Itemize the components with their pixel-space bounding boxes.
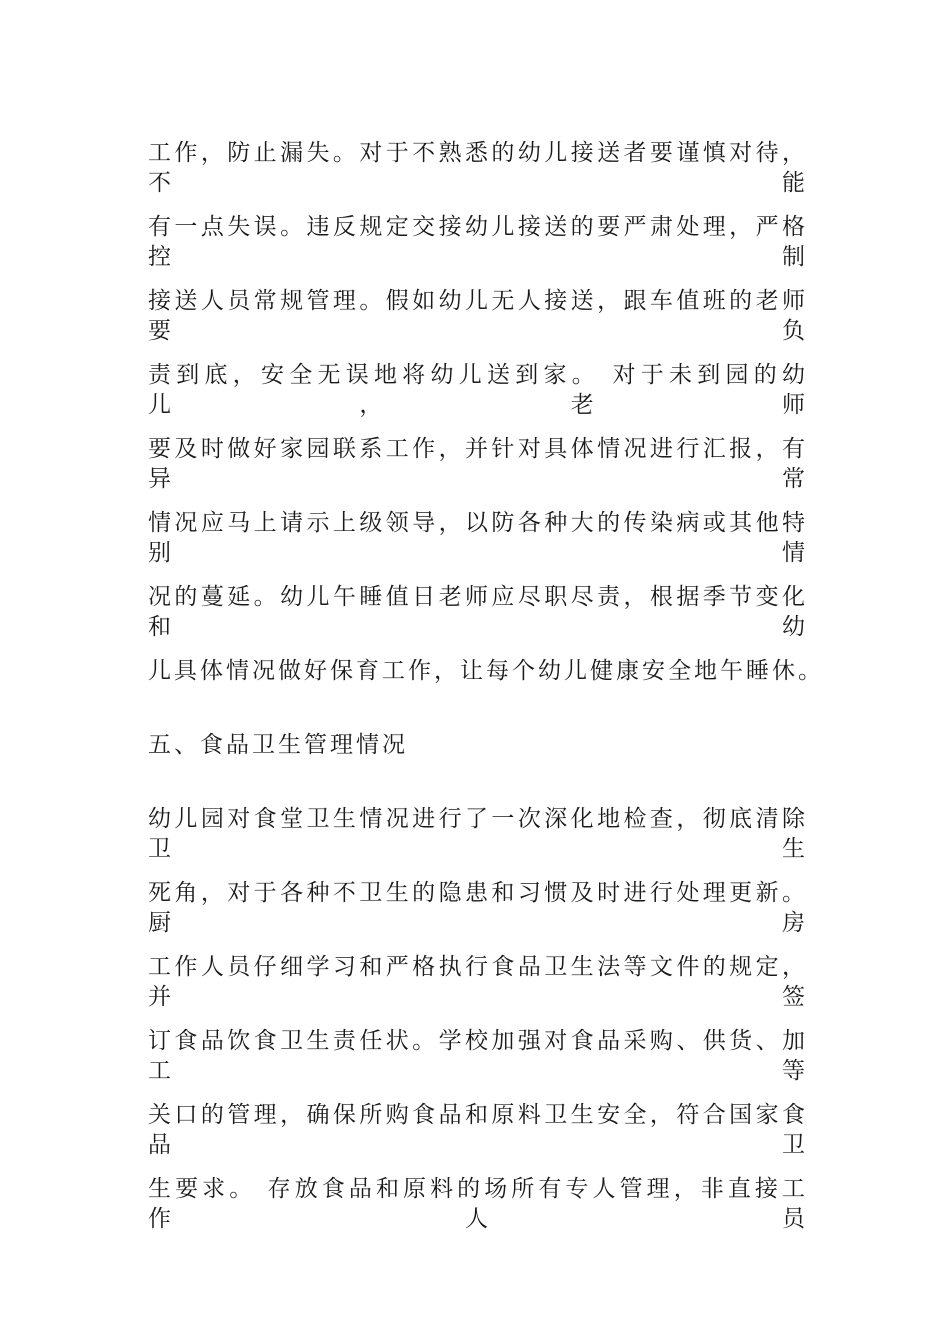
body-text-line: 工作，防止漏失。对于不熟悉的幼儿接送者要谨慎对待，不能 <box>148 140 808 196</box>
body-text-line: 儿具体情况做好保育工作，让每个幼儿健康安全地午睡休。 <box>148 658 824 684</box>
body-text-line: 情况应马上请示上级领导，以防各种大的传染病或其他特别情 <box>148 510 808 566</box>
body-text-line: 死角，对于各种不卫生的隐患和习惯及时进行处理更新。厨房 <box>148 880 808 936</box>
body-text-line: 接送人员常规管理。假如幼儿无人接送，跟车值班的老师要负 <box>148 288 808 344</box>
body-text-line: 关口的管理，确保所购食品和原料卫生安全，符合国家食品卫 <box>148 1102 808 1158</box>
body-text-line: 订食品饮食卫生责任状。学校加强对食品采购、供货、加工等 <box>148 1028 808 1084</box>
body-text-line: 工作人员仔细学习和严格执行食品卫生法等文件的规定，并签 <box>148 954 808 1010</box>
body-text-line: 况的蔓延。幼儿午睡值日老师应尽职尽责，根据季节变化和幼 <box>148 584 808 640</box>
body-text-line: 有一点失误。违反规定交接幼儿接送的要严肃处理，严格控制 <box>148 214 808 270</box>
body-text-line: 责到底，安全无误地将幼儿送到家。 对于未到园的幼儿，老师 <box>148 362 808 418</box>
body-text-line: 要及时做好家园联系工作，并针对具体情况进行汇报，有异常 <box>148 436 808 492</box>
body-text-line: 幼儿园对食堂卫生情况进行了一次深化地检查，彻底清除卫生 <box>148 806 808 862</box>
body-text-line: 生要求。 存放食品和原料的场所有专人管理，非直接工作人员 <box>148 1176 808 1232</box>
section-heading: 五、食品卫生管理情况 <box>148 732 408 758</box>
